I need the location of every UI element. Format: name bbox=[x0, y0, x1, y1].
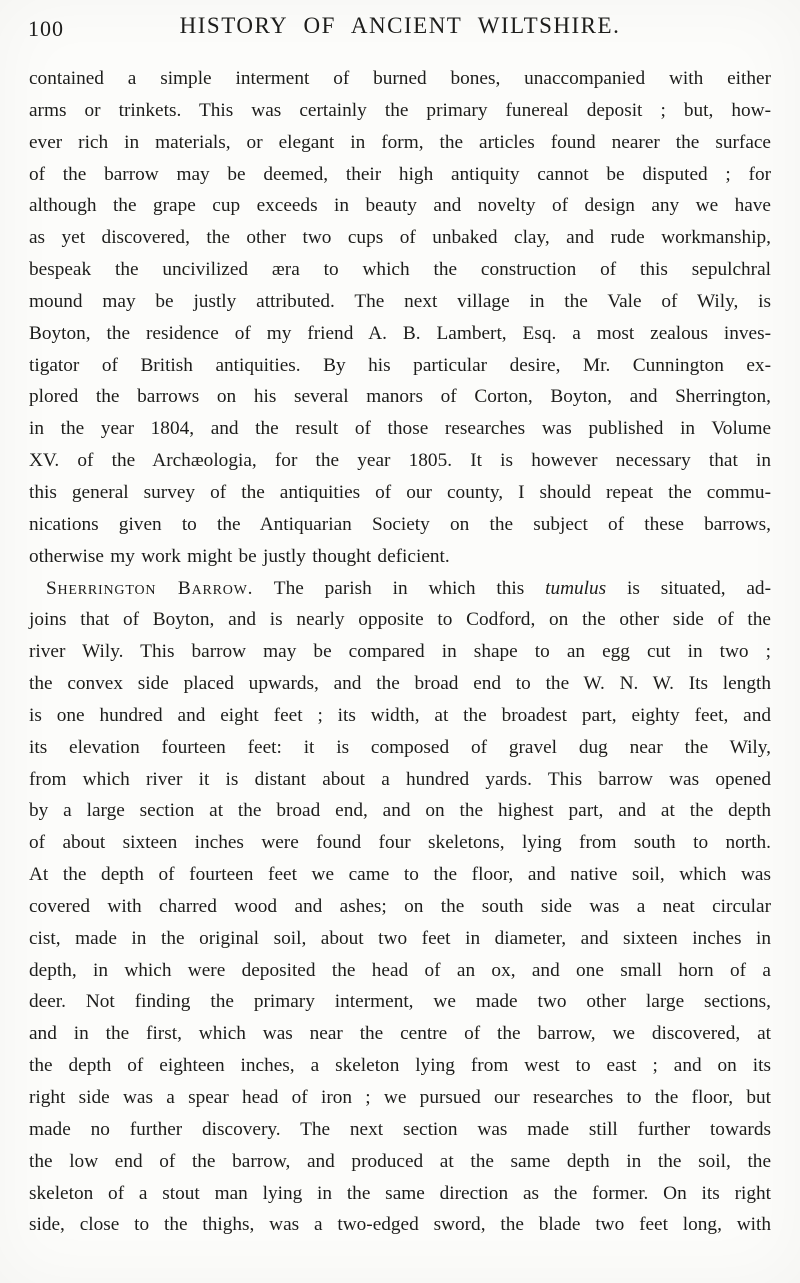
text-line: arms or trinkets. This was certainly the primary funereal deposit ; but, how- bbox=[29, 99, 771, 121]
text-line: Boyton, the residence of my friend A. B. Lambert, Esq. a most zealous inves- bbox=[29, 322, 771, 344]
text-line: XV. of the Archæologia, for the year 1805. It is however necessary that in bbox=[29, 450, 771, 472]
text-line bbox=[29, 573, 771, 605]
running-title: HISTORY OF ANCIENT WILTSHIRE. bbox=[179, 13, 621, 38]
text-line: deer. Not finding the primary interment, we made two other large sections, bbox=[29, 991, 771, 1013]
text-segment: The parish in which this bbox=[253, 577, 546, 599]
text-line: nications given to the Antiquarian Society on the subject of these barrows, bbox=[29, 513, 771, 535]
text-line: otherwise my work might be justly thought deficient. bbox=[29, 545, 450, 567]
page-number: 100 bbox=[28, 16, 64, 41]
body-text bbox=[29, 63, 771, 1241]
text-line: the convex side placed upwards, and the broad end to the W. N. W. Its length bbox=[29, 673, 771, 695]
text-line: mound may be justly attributed. The next village in the Vale of Wily, is bbox=[29, 290, 771, 312]
text-line: of about sixteen inches were found four skeletons, lying from south to north. bbox=[29, 832, 771, 854]
smallcaps-text: Sherrington Barrow. bbox=[46, 577, 254, 599]
text-line: and in the first, which was near the centre of the barrow, we discovered, at bbox=[29, 1023, 771, 1045]
text-line: plored the barrows on his several manors of Corton, Boyton, and Sherrington, bbox=[29, 386, 771, 408]
running-head bbox=[0, 13, 800, 47]
text-line: although the grape cup exceeds in beauty and novelty of design any we have bbox=[29, 195, 771, 217]
text-line: depth, in which were deposited the head of an ox, and one small horn of a bbox=[29, 959, 771, 981]
text-line: side, close to the thighs, was a two-edged sword, the blade two feet long, with bbox=[29, 1214, 771, 1236]
text-line: from which river it is distant about a hundred yards. This barrow was opened bbox=[29, 768, 771, 790]
text-line: cist, made in the original soil, about two feet in diameter, and sixteen inches in bbox=[29, 927, 771, 949]
text-line: this general survey of the antiquities of our county, I should repeat the commu- bbox=[29, 481, 771, 503]
text-line: bespeak the uncivilized æra to which the construction of this sepulchral bbox=[29, 259, 771, 281]
text-line: skeleton of a stout man lying in the same direction as the former. On its right bbox=[29, 1182, 771, 1204]
text-line: of the barrow may be deemed, their high antiquity cannot be disputed ; for bbox=[29, 163, 771, 185]
text-line: by a large section at the broad end, and on the highest part, and at the depth bbox=[29, 800, 771, 822]
text-line: ever rich in materials, or elegant in form, the articles found nearer the surface bbox=[29, 131, 771, 153]
text-line: At the depth of fourteen feet we came to the floor, and native soil, which was bbox=[29, 864, 771, 886]
text-line: made no further discovery. The next section was made still further towards bbox=[29, 1118, 771, 1140]
italic-text: tumulus bbox=[545, 577, 607, 599]
text-line: in the year 1804, and the result of those researches was published in Volume bbox=[29, 418, 771, 440]
text-line: joins that of Boyton, and is nearly opposite to Codford, on the other side of the bbox=[29, 609, 771, 631]
text-line: right side was a spear head of iron ; we pursued our researches to the floor, but bbox=[29, 1087, 771, 1108]
text-line: river Wily. This barrow may be compared in shape to an egg cut in two ; bbox=[29, 641, 771, 663]
text-line: covered with charred wood and ashes; on the south side was a neat circular bbox=[29, 895, 771, 917]
text-line: the depth of eighteen inches, a skeleton lying from west to east ; and on its bbox=[29, 1055, 771, 1077]
text-line: contained a simple interment of burned bones, unaccompanied with either bbox=[29, 68, 771, 89]
text-line: as yet discovered, the other two cups of unbaked clay, and rude workmanship, bbox=[29, 227, 771, 249]
text-line: the low end of the barrow, and produced at the same depth in the soil, the bbox=[29, 1150, 771, 1172]
text-line: tigator of British antiquities. By his particular desire, Mr. Cunnington ex- bbox=[29, 354, 771, 376]
text-line: is one hundred and eight feet ; its width, at the broadest part, eighty feet, and bbox=[29, 704, 771, 726]
text-segment: is situated, ad- bbox=[606, 577, 771, 599]
text-line: its elevation fourteen feet: it is composed of gravel dug near the Wily, bbox=[29, 736, 771, 758]
